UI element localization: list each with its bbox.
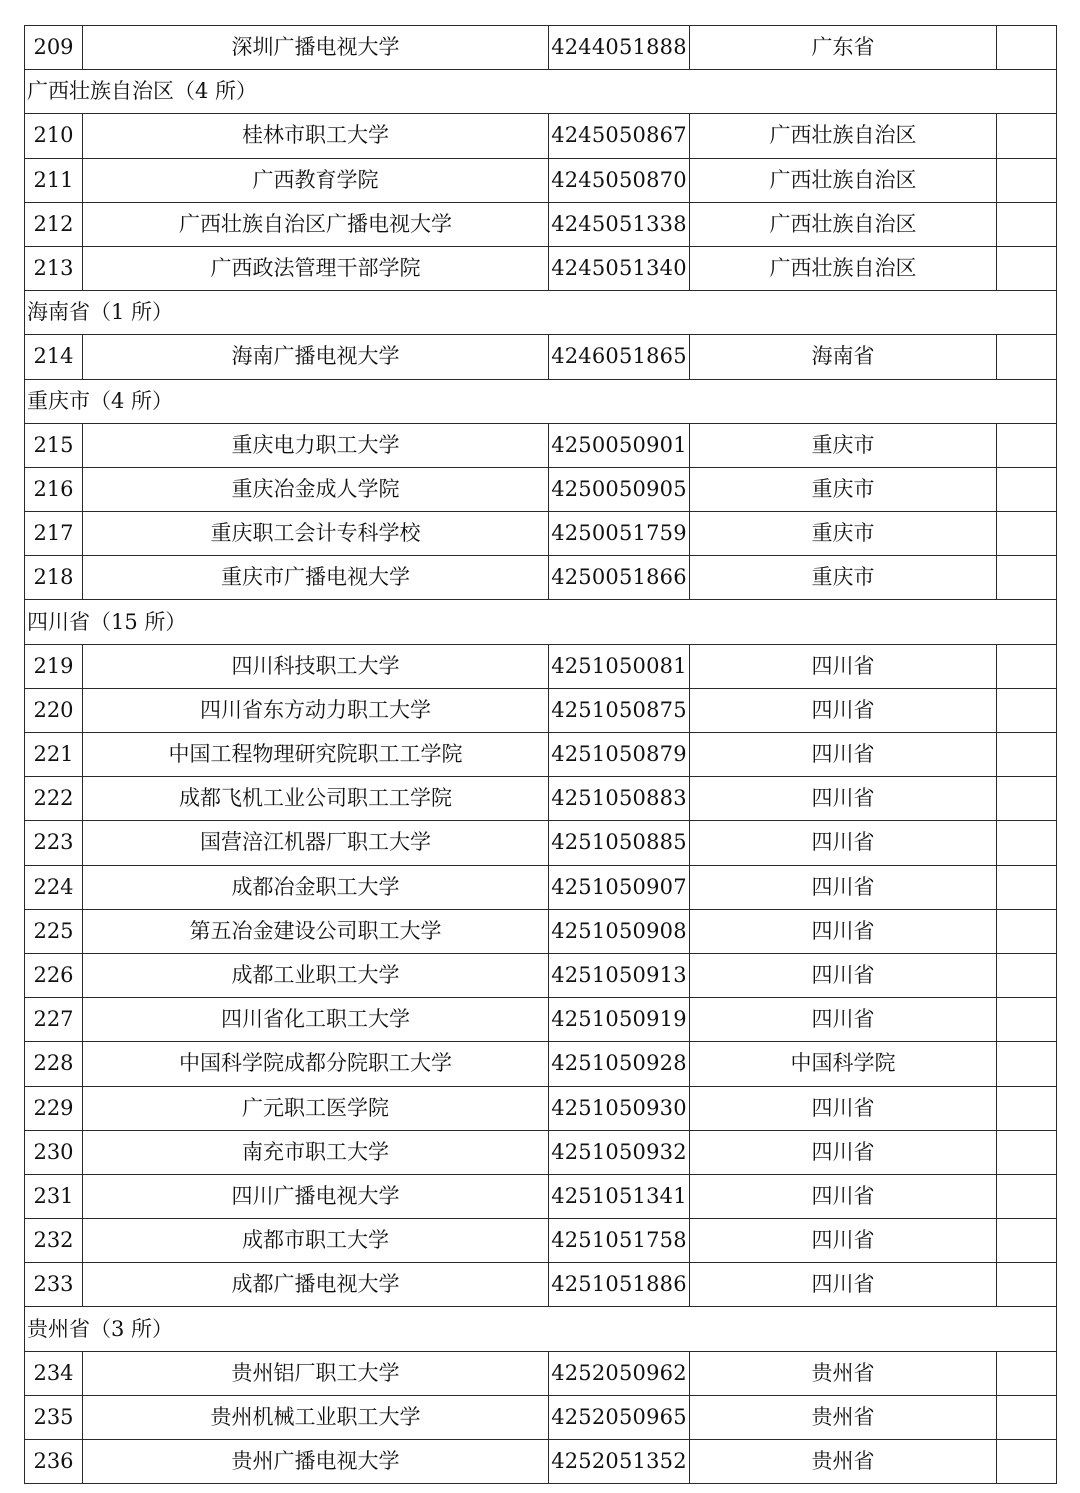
institution-code: 4246051865 bbox=[549, 335, 690, 379]
row-number: 213 bbox=[25, 246, 83, 290]
remarks-cell bbox=[997, 821, 1057, 865]
row-number: 227 bbox=[25, 998, 83, 1042]
institution-code: 4251050885 bbox=[549, 821, 690, 865]
governing-authority: 四川省 bbox=[690, 688, 997, 732]
governing-authority: 四川省 bbox=[690, 998, 997, 1042]
table-row bbox=[25, 1042, 1057, 1086]
table-row bbox=[25, 202, 1057, 246]
governing-authority: 广西壮族自治区 bbox=[690, 246, 997, 290]
institution-code: 4251050930 bbox=[549, 1086, 690, 1130]
remarks-cell bbox=[997, 26, 1057, 70]
section-header-row bbox=[25, 1307, 1057, 1351]
row-number: 212 bbox=[25, 202, 83, 246]
institution-name: 贵州铝厂职工大学 bbox=[83, 1351, 549, 1395]
row-number: 231 bbox=[25, 1174, 83, 1218]
governing-authority: 四川省 bbox=[690, 644, 997, 688]
institution-code: 4251051758 bbox=[549, 1219, 690, 1263]
governing-authority: 贵州省 bbox=[690, 1440, 997, 1484]
institution-code: 4251050919 bbox=[549, 998, 690, 1042]
row-number: 220 bbox=[25, 688, 83, 732]
table-row bbox=[25, 865, 1057, 909]
governing-authority: 四川省 bbox=[690, 865, 997, 909]
institution-code: 4252050965 bbox=[549, 1395, 690, 1439]
institution-code: 4251050879 bbox=[549, 733, 690, 777]
governing-authority: 海南省 bbox=[690, 335, 997, 379]
institution-code: 4251050928 bbox=[549, 1042, 690, 1086]
governing-authority: 重庆市 bbox=[690, 467, 997, 511]
institution-name: 成都冶金职工大学 bbox=[83, 865, 549, 909]
section-label: 重庆市（4 所） bbox=[25, 379, 1057, 423]
institution-code: 4250051759 bbox=[549, 512, 690, 556]
institution-table-body bbox=[25, 26, 1057, 1484]
institution-name: 重庆职工会计专科学校 bbox=[83, 512, 549, 556]
row-number: 222 bbox=[25, 777, 83, 821]
governing-authority: 贵州省 bbox=[690, 1351, 997, 1395]
institution-name: 成都市职工大学 bbox=[83, 1219, 549, 1263]
institution-code: 4251050875 bbox=[549, 688, 690, 732]
row-number: 223 bbox=[25, 821, 83, 865]
governing-authority: 重庆市 bbox=[690, 512, 997, 556]
institution-name: 重庆市广播电视大学 bbox=[83, 556, 549, 600]
governing-authority: 四川省 bbox=[690, 1219, 997, 1263]
row-number: 235 bbox=[25, 1395, 83, 1439]
table-row bbox=[25, 1130, 1057, 1174]
row-number: 228 bbox=[25, 1042, 83, 1086]
row-number: 210 bbox=[25, 114, 83, 158]
remarks-cell bbox=[997, 1219, 1057, 1263]
governing-authority: 贵州省 bbox=[690, 1395, 997, 1439]
remarks-cell bbox=[997, 1263, 1057, 1307]
table-row bbox=[25, 1263, 1057, 1307]
row-number: 217 bbox=[25, 512, 83, 556]
row-number: 209 bbox=[25, 26, 83, 70]
institution-code: 4251050932 bbox=[549, 1130, 690, 1174]
institution-code: 4250050901 bbox=[549, 423, 690, 467]
remarks-cell bbox=[997, 1130, 1057, 1174]
table-row bbox=[25, 1351, 1057, 1395]
institution-name: 桂林市职工大学 bbox=[83, 114, 549, 158]
institution-code: 4244051888 bbox=[549, 26, 690, 70]
row-number: 229 bbox=[25, 1086, 83, 1130]
remarks-cell bbox=[997, 688, 1057, 732]
institution-name: 中国工程物理研究院职工工学院 bbox=[83, 733, 549, 777]
row-number: 219 bbox=[25, 644, 83, 688]
row-number: 211 bbox=[25, 158, 83, 202]
institution-name: 四川省东方动力职工大学 bbox=[83, 688, 549, 732]
governing-authority: 四川省 bbox=[690, 1263, 997, 1307]
row-number: 218 bbox=[25, 556, 83, 600]
remarks-cell bbox=[997, 556, 1057, 600]
institution-name: 广西教育学院 bbox=[83, 158, 549, 202]
section-header-row bbox=[25, 291, 1057, 335]
remarks-cell bbox=[997, 998, 1057, 1042]
institution-name: 南充市职工大学 bbox=[83, 1130, 549, 1174]
governing-authority: 广西壮族自治区 bbox=[690, 202, 997, 246]
institution-name: 重庆冶金成人学院 bbox=[83, 467, 549, 511]
section-header-row bbox=[25, 600, 1057, 644]
governing-authority: 四川省 bbox=[690, 777, 997, 821]
row-number: 214 bbox=[25, 335, 83, 379]
institution-name: 成都飞机工业公司职工工学院 bbox=[83, 777, 549, 821]
remarks-cell bbox=[997, 777, 1057, 821]
table-row bbox=[25, 953, 1057, 997]
institution-name: 贵州机械工业职工大学 bbox=[83, 1395, 549, 1439]
row-number: 230 bbox=[25, 1130, 83, 1174]
governing-authority: 四川省 bbox=[690, 909, 997, 953]
remarks-cell bbox=[997, 953, 1057, 997]
remarks-cell bbox=[997, 865, 1057, 909]
table-row bbox=[25, 26, 1057, 70]
institution-name: 成都工业职工大学 bbox=[83, 953, 549, 997]
institution-name: 中国科学院成都分院职工大学 bbox=[83, 1042, 549, 1086]
institution-name: 四川科技职工大学 bbox=[83, 644, 549, 688]
row-number: 236 bbox=[25, 1440, 83, 1484]
remarks-cell bbox=[997, 114, 1057, 158]
remarks-cell bbox=[997, 423, 1057, 467]
remarks-cell bbox=[997, 1395, 1057, 1439]
row-number: 221 bbox=[25, 733, 83, 777]
remarks-cell bbox=[997, 644, 1057, 688]
table-row bbox=[25, 1086, 1057, 1130]
institution-name: 贵州广播电视大学 bbox=[83, 1440, 549, 1484]
row-number: 232 bbox=[25, 1219, 83, 1263]
section-label: 广西壮族自治区（4 所） bbox=[25, 70, 1057, 114]
institution-code: 4245051338 bbox=[549, 202, 690, 246]
table-row bbox=[25, 1219, 1057, 1263]
remarks-cell bbox=[997, 467, 1057, 511]
institution-code: 4245051340 bbox=[549, 246, 690, 290]
remarks-cell bbox=[997, 1440, 1057, 1484]
institution-code: 4250051866 bbox=[549, 556, 690, 600]
remarks-cell bbox=[997, 1042, 1057, 1086]
table-row bbox=[25, 688, 1057, 732]
institution-code: 4251050913 bbox=[549, 953, 690, 997]
institution-name: 深圳广播电视大学 bbox=[83, 26, 549, 70]
remarks-cell bbox=[997, 202, 1057, 246]
table-row bbox=[25, 1395, 1057, 1439]
remarks-cell bbox=[997, 246, 1057, 290]
table-row bbox=[25, 733, 1057, 777]
institution-code: 4251051886 bbox=[549, 1263, 690, 1307]
remarks-cell bbox=[997, 335, 1057, 379]
section-label: 贵州省（3 所） bbox=[25, 1307, 1057, 1351]
table-row bbox=[25, 423, 1057, 467]
institution-code: 4250050905 bbox=[549, 467, 690, 511]
table-row bbox=[25, 335, 1057, 379]
remarks-cell bbox=[997, 733, 1057, 777]
institution-name: 四川广播电视大学 bbox=[83, 1174, 549, 1218]
institution-name: 成都广播电视大学 bbox=[83, 1263, 549, 1307]
row-number: 226 bbox=[25, 953, 83, 997]
table-row bbox=[25, 158, 1057, 202]
governing-authority: 重庆市 bbox=[690, 556, 997, 600]
section-header-row bbox=[25, 70, 1057, 114]
table-row bbox=[25, 467, 1057, 511]
row-number: 233 bbox=[25, 1263, 83, 1307]
row-number: 216 bbox=[25, 467, 83, 511]
institution-name: 重庆电力职工大学 bbox=[83, 423, 549, 467]
remarks-cell bbox=[997, 1086, 1057, 1130]
row-number: 215 bbox=[25, 423, 83, 467]
table-row bbox=[25, 114, 1057, 158]
institution-code: 4251051341 bbox=[549, 1174, 690, 1218]
institution-name: 广元职工医学院 bbox=[83, 1086, 549, 1130]
governing-authority: 重庆市 bbox=[690, 423, 997, 467]
table-row bbox=[25, 821, 1057, 865]
governing-authority: 四川省 bbox=[690, 821, 997, 865]
table-row bbox=[25, 777, 1057, 821]
row-number: 225 bbox=[25, 909, 83, 953]
governing-authority: 中国科学院 bbox=[690, 1042, 997, 1086]
governing-authority: 四川省 bbox=[690, 1130, 997, 1174]
remarks-cell bbox=[997, 1174, 1057, 1218]
governing-authority: 四川省 bbox=[690, 733, 997, 777]
table-row bbox=[25, 246, 1057, 290]
institution-name: 海南广播电视大学 bbox=[83, 335, 549, 379]
governing-authority: 广西壮族自治区 bbox=[690, 114, 997, 158]
institution-table bbox=[24, 25, 1057, 1484]
institution-code: 4245050870 bbox=[549, 158, 690, 202]
institution-code: 4252051352 bbox=[549, 1440, 690, 1484]
governing-authority: 四川省 bbox=[690, 1174, 997, 1218]
table-row bbox=[25, 909, 1057, 953]
institution-code: 4245050867 bbox=[549, 114, 690, 158]
section-header-row bbox=[25, 379, 1057, 423]
governing-authority: 四川省 bbox=[690, 1086, 997, 1130]
table-row bbox=[25, 512, 1057, 556]
remarks-cell bbox=[997, 158, 1057, 202]
institution-name: 国营涪江机器厂职工大学 bbox=[83, 821, 549, 865]
institution-name: 四川省化工职工大学 bbox=[83, 998, 549, 1042]
governing-authority: 四川省 bbox=[690, 953, 997, 997]
table-row bbox=[25, 998, 1057, 1042]
institution-name: 第五冶金建设公司职工大学 bbox=[83, 909, 549, 953]
table-row bbox=[25, 556, 1057, 600]
institution-code: 4251050883 bbox=[549, 777, 690, 821]
institution-name: 广西壮族自治区广播电视大学 bbox=[83, 202, 549, 246]
remarks-cell bbox=[997, 909, 1057, 953]
institution-code: 4251050907 bbox=[549, 865, 690, 909]
section-label: 海南省（1 所） bbox=[25, 291, 1057, 335]
table-row bbox=[25, 1440, 1057, 1484]
remarks-cell bbox=[997, 1351, 1057, 1395]
institution-code: 4252050962 bbox=[549, 1351, 690, 1395]
table-row bbox=[25, 1174, 1057, 1218]
remarks-cell bbox=[997, 512, 1057, 556]
section-label: 四川省（15 所） bbox=[25, 600, 1057, 644]
governing-authority: 广西壮族自治区 bbox=[690, 158, 997, 202]
governing-authority: 广东省 bbox=[690, 26, 997, 70]
row-number: 234 bbox=[25, 1351, 83, 1395]
table-row bbox=[25, 644, 1057, 688]
institution-code: 4251050081 bbox=[549, 644, 690, 688]
institution-code: 4251050908 bbox=[549, 909, 690, 953]
institution-name: 广西政法管理干部学院 bbox=[83, 246, 549, 290]
row-number: 224 bbox=[25, 865, 83, 909]
